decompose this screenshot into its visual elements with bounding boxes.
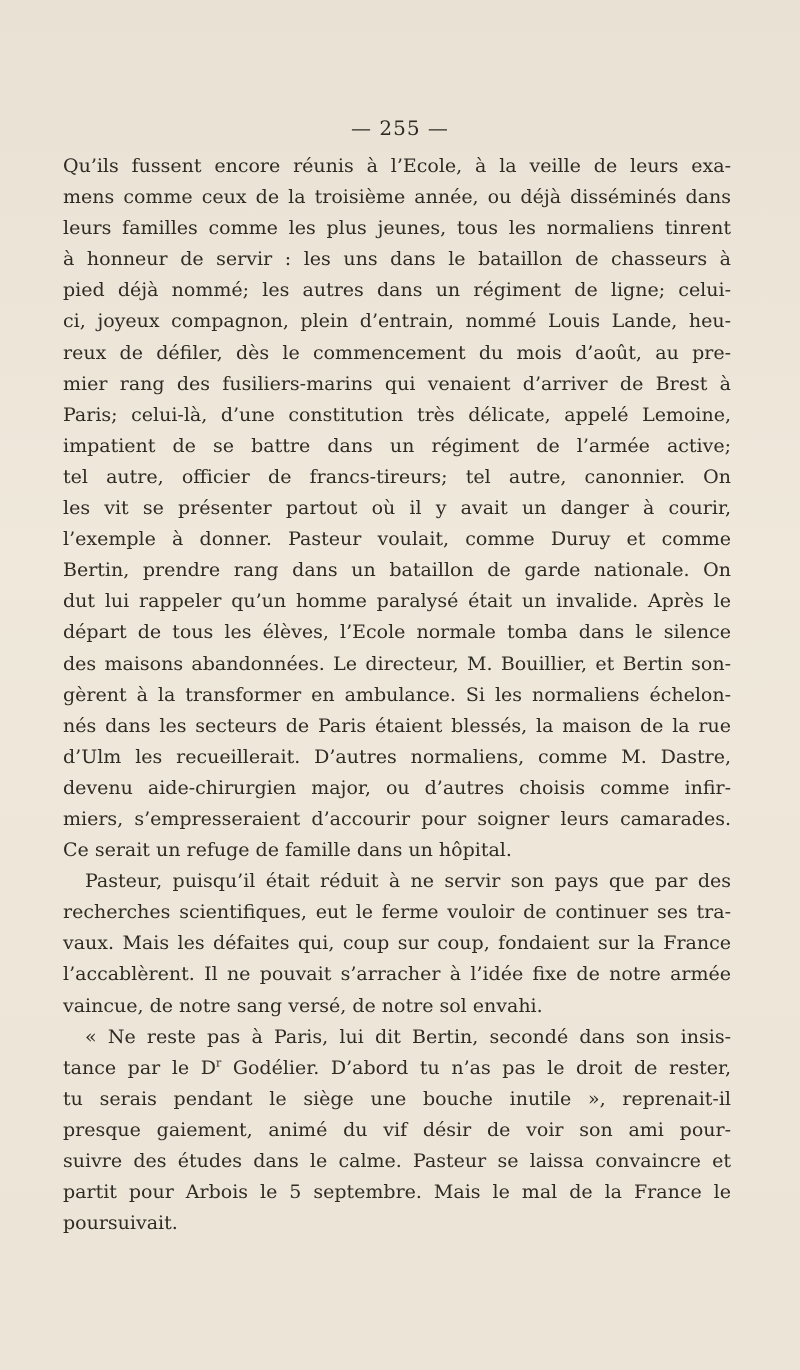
text-line: dut lui rappeler qu’un homme paralysé était un invalide. Après le	[63, 590, 731, 613]
text-line: mier rang des fusiliers-marins qui venaient d’arriver de Brest à	[63, 372, 731, 395]
text-line: suivre des études dans le calme. Pasteur se laissa convaincre et	[63, 1150, 731, 1172]
paragraph-end-line: Ce serait un refuge de famille dans un hôpital.	[63, 839, 512, 862]
text-line: mens comme ceux de la troisième année, ou déjà disséminés dans	[63, 186, 731, 209]
text-line: nés dans les secteurs de Paris étaient blessés, la maison de la rue	[63, 714, 731, 737]
text-line: presque gaiement, animé du vif désir de voir son ami pour-	[63, 1118, 731, 1141]
text-segment: Godélier. D’abord tu n’as pas le droit de rester,	[221, 1056, 731, 1079]
paragraph-start-line: « Ne reste pas à Paris, lui dit Bertin, secondé dans son insis-	[85, 1025, 731, 1048]
body-text	[63, 151, 731, 1239]
text-segment: tance par le D	[63, 1056, 216, 1079]
text-line: recherches scientifiques, eut le ferme vouloir de continuer ses tra-	[63, 901, 731, 924]
text-line: leurs familles comme les plus jeunes, tous les normaliens tinrent	[63, 217, 731, 240]
text-line: devenu aide-chirurgien major, ou d’autres choisis comme infir-	[63, 776, 731, 799]
text-line: les vit se présenter partout où il y avait un danger à courir,	[63, 497, 731, 520]
text-line: Qu’ils fussent encore réunis à l’Ecole, à la veille de leurs exa-	[63, 155, 731, 177]
text-line: Paris; celui-là, d’une constitution très délicate, appelé Lemoine,	[63, 403, 731, 426]
text-line: partit pour Arbois le 5 septembre. Mais le mal de la France le	[63, 1181, 731, 1204]
text-line: impatient de se battre dans un régiment de l’armée active;	[63, 434, 731, 457]
page-number-header: — 255 —	[351, 116, 449, 140]
text-line: vaux. Mais les défaites qui, coup sur coup, fondaient sur la France	[63, 932, 731, 955]
text-line: l’exemple à donner. Pasteur voulait, comme Duruy et comme	[63, 528, 731, 551]
text-line: tu serais pendant le siège une bouche inutile », reprenait-il	[63, 1087, 731, 1110]
paragraph-start-line: Pasteur, puisqu’il était réduit à ne servir son pays que par des	[85, 870, 731, 893]
text-line: tel autre, officier de francs-tireurs; tel autre, canonnier. On	[63, 465, 731, 488]
text-line: miers, s’empresseraient d’accourir pour soigner leurs camarades.	[63, 807, 731, 830]
text-line: ci, joyeux compagnon, plein d’entrain, nommé Louis Lande, heu-	[63, 310, 731, 333]
paragraph-end-line: vaincue, de notre sang versé, de notre sol envahi.	[63, 994, 543, 1017]
superscript: r	[215, 1056, 222, 1070]
text-line: pied déjà nommé; les autres dans un régiment de ligne; celui-	[63, 279, 731, 302]
text-line: l’accablèrent. Il ne pouvait s’arracher à l’idée fixe de notre armée	[63, 963, 731, 986]
text-line-with-superscript	[63, 1053, 731, 1084]
text-line: reux de défiler, dès le commencement du mois d’août, au pre-	[63, 341, 731, 364]
text-line: Bertin, prendre rang dans un bataillon de garde nationale. On	[63, 559, 731, 582]
text-line: gèrent à la transformer en ambulance. Si les normaliens échelon-	[63, 683, 731, 706]
text-line: à honneur de servir : les uns dans le bataillon de chasseurs à	[63, 248, 731, 271]
text-line: d’Ulm les recueillerait. D’autres normaliens, comme M. Dastre,	[63, 745, 731, 768]
text-line: départ de tous les élèves, l’Ecole normale tomba dans le silence	[63, 621, 731, 644]
text-line: des maisons abandonnées. Le directeur, M. Bouillier, et Bertin son-	[63, 652, 731, 675]
paragraph-end-line: poursuivait.	[63, 1212, 178, 1235]
